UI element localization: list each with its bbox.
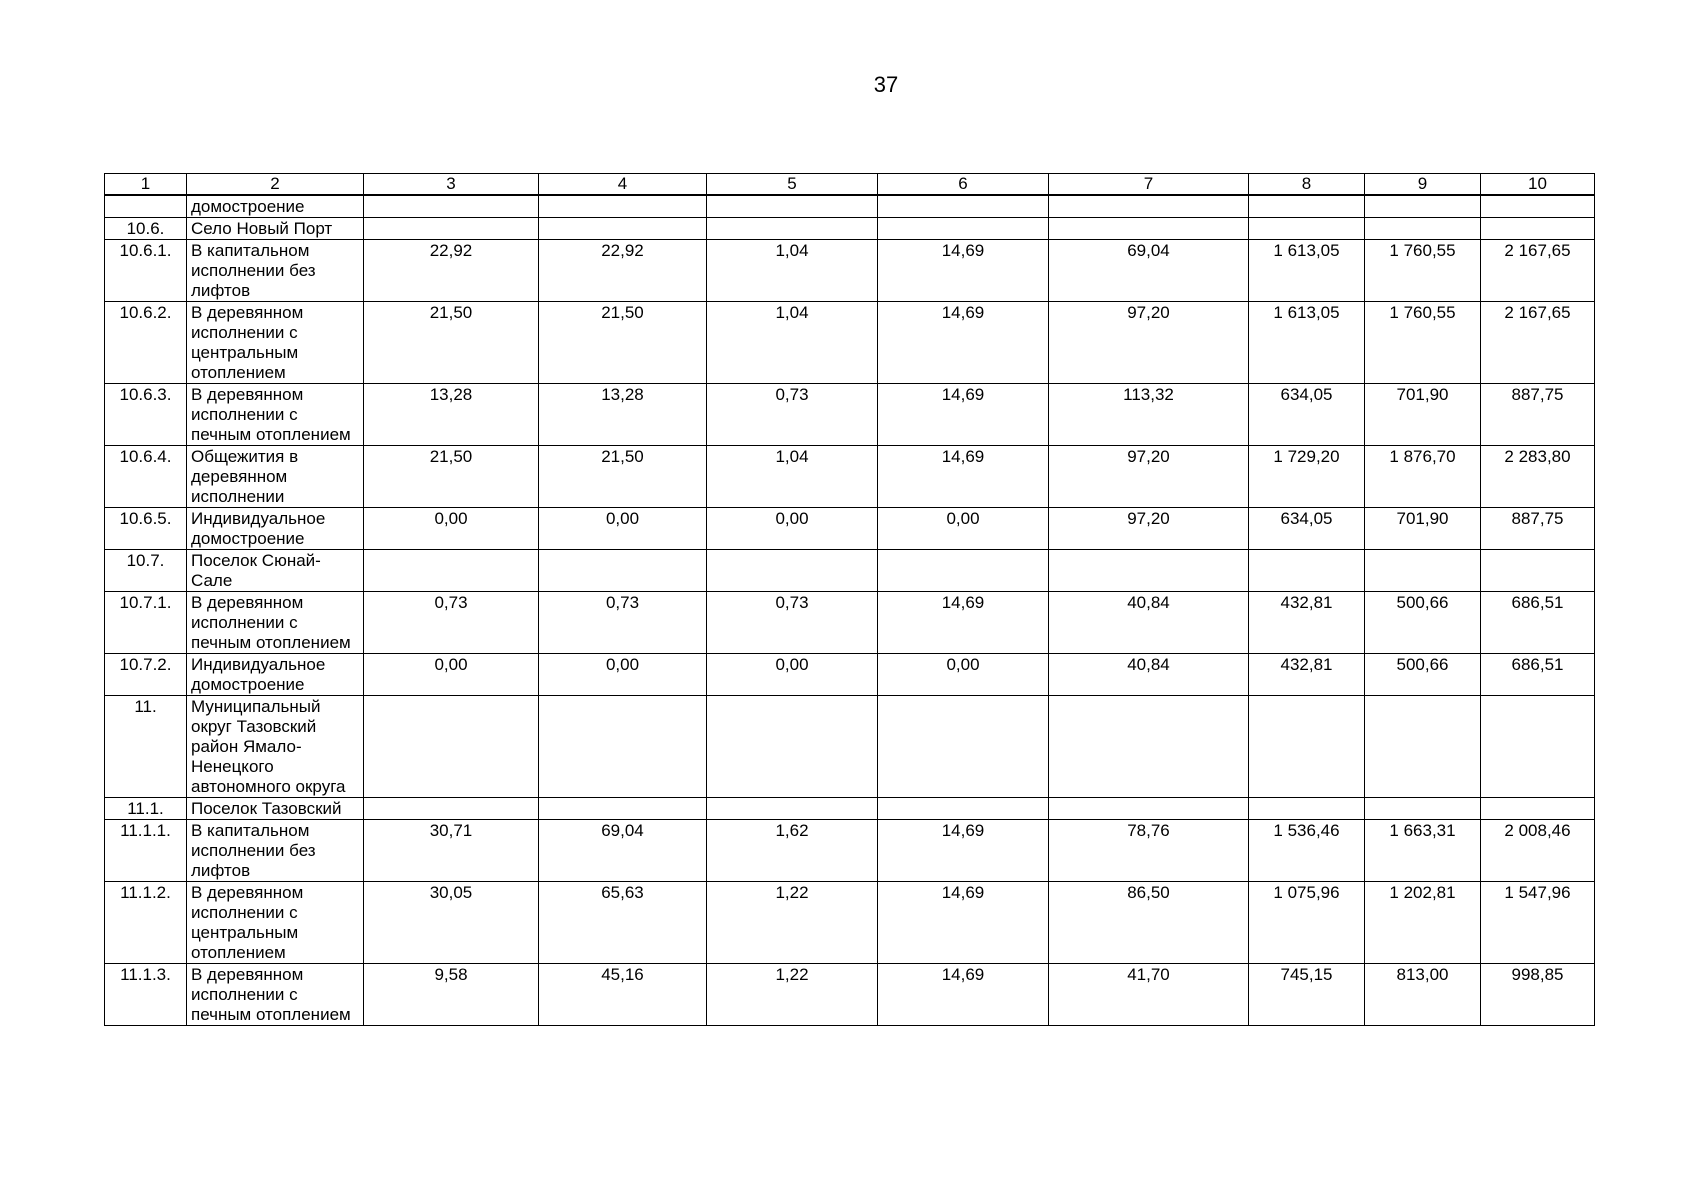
row-value-col-8: 1 729,20 bbox=[1249, 446, 1365, 508]
row-value-col-3 bbox=[364, 696, 539, 798]
row-value-col-8 bbox=[1249, 195, 1365, 218]
row-value-col-9 bbox=[1365, 696, 1481, 798]
row-value-col-7: 97,20 bbox=[1049, 302, 1249, 384]
row-value-col-9: 500,66 bbox=[1365, 592, 1481, 654]
row-value-col-4 bbox=[539, 550, 707, 592]
row-code: 10.6. bbox=[105, 218, 187, 240]
row-value-col-3 bbox=[364, 218, 539, 240]
row-value-col-9 bbox=[1365, 218, 1481, 240]
row-value-col-7: 41,70 bbox=[1049, 964, 1249, 1026]
table-row bbox=[105, 384, 1595, 446]
row-name: В капитальном исполнении без лифтов bbox=[187, 820, 364, 882]
row-value-col-10: 2 008,46 bbox=[1481, 820, 1595, 882]
row-value-col-6: 14,69 bbox=[878, 384, 1049, 446]
row-value-col-9: 1 760,55 bbox=[1365, 302, 1481, 384]
row-value-col-9: 1 876,70 bbox=[1365, 446, 1481, 508]
row-value-col-5 bbox=[707, 218, 878, 240]
row-value-col-3: 13,28 bbox=[364, 384, 539, 446]
row-value-col-5: 0,00 bbox=[707, 508, 878, 550]
row-name: Муниципальный округ Тазовский район Ямало-Ненецкого автономного округа bbox=[187, 696, 364, 798]
row-value-col-10 bbox=[1481, 195, 1595, 218]
table-row bbox=[105, 882, 1595, 964]
row-name: В деревянном исполнении с печным отоплением bbox=[187, 592, 364, 654]
row-name: Общежития в деревянном исполнении bbox=[187, 446, 364, 508]
row-value-col-7 bbox=[1049, 798, 1249, 820]
row-code: 10.6.2. bbox=[105, 302, 187, 384]
row-value-col-6 bbox=[878, 550, 1049, 592]
table-row bbox=[105, 240, 1595, 302]
row-value-col-9: 1 663,31 bbox=[1365, 820, 1481, 882]
row-value-col-10: 2 283,80 bbox=[1481, 446, 1595, 508]
row-value-col-3: 21,50 bbox=[364, 446, 539, 508]
row-value-col-6: 0,00 bbox=[878, 654, 1049, 696]
row-value-col-8: 432,81 bbox=[1249, 592, 1365, 654]
row-name: В капитальном исполнении без лифтов bbox=[187, 240, 364, 302]
row-value-col-7 bbox=[1049, 696, 1249, 798]
row-value-col-5 bbox=[707, 195, 878, 218]
row-name: Поселок Сюнай-Сале bbox=[187, 550, 364, 592]
row-value-col-7: 78,76 bbox=[1049, 820, 1249, 882]
row-value-col-7 bbox=[1049, 550, 1249, 592]
row-value-col-10: 887,75 bbox=[1481, 508, 1595, 550]
row-value-col-10: 2 167,65 bbox=[1481, 302, 1595, 384]
row-name: В деревянном исполнении с центральным отоплением bbox=[187, 882, 364, 964]
column-header-3: 3 bbox=[364, 174, 539, 196]
row-value-col-8 bbox=[1249, 696, 1365, 798]
row-code: 10.6.1. bbox=[105, 240, 187, 302]
row-value-col-9: 701,90 bbox=[1365, 384, 1481, 446]
row-value-col-4: 21,50 bbox=[539, 302, 707, 384]
row-name: домостроение bbox=[187, 195, 364, 218]
row-value-col-6: 14,69 bbox=[878, 882, 1049, 964]
row-value-col-5: 1,04 bbox=[707, 302, 878, 384]
row-value-col-7: 113,32 bbox=[1049, 384, 1249, 446]
row-value-col-10: 887,75 bbox=[1481, 384, 1595, 446]
table-row bbox=[105, 820, 1595, 882]
row-value-col-4: 45,16 bbox=[539, 964, 707, 1026]
row-code: 11.1.3. bbox=[105, 964, 187, 1026]
page-number: 37 bbox=[873, 72, 899, 97]
row-value-col-7 bbox=[1049, 218, 1249, 240]
row-value-col-4 bbox=[539, 696, 707, 798]
row-value-col-10: 686,51 bbox=[1481, 654, 1595, 696]
row-value-col-10: 1 547,96 bbox=[1481, 882, 1595, 964]
table-row bbox=[105, 798, 1595, 820]
row-value-col-10 bbox=[1481, 550, 1595, 592]
row-value-col-6 bbox=[878, 195, 1049, 218]
row-code: 10.7. bbox=[105, 550, 187, 592]
row-value-col-5: 1,04 bbox=[707, 240, 878, 302]
column-header-10: 10 bbox=[1481, 174, 1595, 196]
row-value-col-4 bbox=[539, 218, 707, 240]
row-value-col-10: 998,85 bbox=[1481, 964, 1595, 1026]
table-row bbox=[105, 218, 1595, 240]
row-value-col-9: 813,00 bbox=[1365, 964, 1481, 1026]
row-value-col-4 bbox=[539, 798, 707, 820]
row-value-col-10 bbox=[1481, 218, 1595, 240]
row-value-col-8: 1 075,96 bbox=[1249, 882, 1365, 964]
row-value-col-5 bbox=[707, 550, 878, 592]
row-value-col-9: 1 202,81 bbox=[1365, 882, 1481, 964]
row-code: 10.6.4. bbox=[105, 446, 187, 508]
row-value-col-5: 0,73 bbox=[707, 384, 878, 446]
row-value-col-10 bbox=[1481, 696, 1595, 798]
row-value-col-8: 634,05 bbox=[1249, 508, 1365, 550]
row-value-col-5: 1,22 bbox=[707, 882, 878, 964]
row-value-col-5: 1,04 bbox=[707, 446, 878, 508]
row-value-col-4: 21,50 bbox=[539, 446, 707, 508]
row-value-col-4 bbox=[539, 195, 707, 218]
row-code: 10.7.1. bbox=[105, 592, 187, 654]
row-value-col-9: 1 760,55 bbox=[1365, 240, 1481, 302]
row-value-col-8: 432,81 bbox=[1249, 654, 1365, 696]
row-value-col-8 bbox=[1249, 798, 1365, 820]
row-name: Село Новый Порт bbox=[187, 218, 364, 240]
row-value-col-5: 1,22 bbox=[707, 964, 878, 1026]
row-name: Индивидуальное домостроение bbox=[187, 508, 364, 550]
row-value-col-6: 14,69 bbox=[878, 446, 1049, 508]
row-code: 11. bbox=[105, 696, 187, 798]
row-value-col-5: 0,00 bbox=[707, 654, 878, 696]
row-value-col-9 bbox=[1365, 798, 1481, 820]
column-header-8: 8 bbox=[1249, 174, 1365, 196]
row-value-col-6 bbox=[878, 798, 1049, 820]
row-value-col-3: 30,05 bbox=[364, 882, 539, 964]
row-value-col-8 bbox=[1249, 550, 1365, 592]
row-value-col-7: 69,04 bbox=[1049, 240, 1249, 302]
row-code: 11.1. bbox=[105, 798, 187, 820]
row-code: 10.7.2. bbox=[105, 654, 187, 696]
table-row bbox=[105, 508, 1595, 550]
row-code: 10.6.3. bbox=[105, 384, 187, 446]
row-value-col-7: 86,50 bbox=[1049, 882, 1249, 964]
row-code bbox=[105, 195, 187, 218]
row-code: 11.1.2. bbox=[105, 882, 187, 964]
tariff-table bbox=[104, 173, 1595, 1026]
row-value-col-3: 30,71 bbox=[364, 820, 539, 882]
table-body bbox=[105, 195, 1595, 1026]
table-row bbox=[105, 592, 1595, 654]
row-value-col-5 bbox=[707, 696, 878, 798]
column-header-5: 5 bbox=[707, 174, 878, 196]
row-value-col-3: 0,00 bbox=[364, 654, 539, 696]
row-value-col-5: 0,73 bbox=[707, 592, 878, 654]
row-value-col-5 bbox=[707, 798, 878, 820]
row-value-col-8: 1 536,46 bbox=[1249, 820, 1365, 882]
row-value-col-6: 0,00 bbox=[878, 508, 1049, 550]
row-value-col-7: 97,20 bbox=[1049, 446, 1249, 508]
row-name: В деревянном исполнении с печным отоплением bbox=[187, 964, 364, 1026]
row-value-col-10: 686,51 bbox=[1481, 592, 1595, 654]
column-header-6: 6 bbox=[878, 174, 1049, 196]
table-row bbox=[105, 195, 1595, 218]
row-value-col-3 bbox=[364, 798, 539, 820]
row-value-col-10 bbox=[1481, 798, 1595, 820]
table-row bbox=[105, 446, 1595, 508]
row-value-col-6: 14,69 bbox=[878, 240, 1049, 302]
row-value-col-6 bbox=[878, 696, 1049, 798]
row-name: В деревянном исполнении с центральным отоплением bbox=[187, 302, 364, 384]
row-name: Индивидуальное домостроение bbox=[187, 654, 364, 696]
row-value-col-8: 745,15 bbox=[1249, 964, 1365, 1026]
row-value-col-10: 2 167,65 bbox=[1481, 240, 1595, 302]
row-value-col-6: 14,69 bbox=[878, 964, 1049, 1026]
row-value-col-3: 0,73 bbox=[364, 592, 539, 654]
row-value-col-9 bbox=[1365, 550, 1481, 592]
row-name: Поселок Тазовский bbox=[187, 798, 364, 820]
row-value-col-7: 40,84 bbox=[1049, 654, 1249, 696]
row-value-col-7 bbox=[1049, 195, 1249, 218]
row-value-col-4: 65,63 bbox=[539, 882, 707, 964]
table-row bbox=[105, 654, 1595, 696]
table-row bbox=[105, 964, 1595, 1026]
row-value-col-3 bbox=[364, 195, 539, 218]
row-value-col-6: 14,69 bbox=[878, 820, 1049, 882]
table-row bbox=[105, 550, 1595, 592]
row-value-col-6: 14,69 bbox=[878, 302, 1049, 384]
row-value-col-4: 69,04 bbox=[539, 820, 707, 882]
table-row bbox=[105, 696, 1595, 798]
row-value-col-9: 500,66 bbox=[1365, 654, 1481, 696]
column-header-9: 9 bbox=[1365, 174, 1481, 196]
row-value-col-5: 1,62 bbox=[707, 820, 878, 882]
row-code: 10.6.5. bbox=[105, 508, 187, 550]
row-value-col-9 bbox=[1365, 195, 1481, 218]
row-value-col-3: 22,92 bbox=[364, 240, 539, 302]
row-value-col-9: 701,90 bbox=[1365, 508, 1481, 550]
row-value-col-3 bbox=[364, 550, 539, 592]
row-name: В деревянном исполнении с печным отоплением bbox=[187, 384, 364, 446]
row-value-col-8 bbox=[1249, 218, 1365, 240]
row-value-col-3: 21,50 bbox=[364, 302, 539, 384]
row-value-col-4: 0,00 bbox=[539, 654, 707, 696]
row-value-col-8: 1 613,05 bbox=[1249, 240, 1365, 302]
row-code: 11.1.1. bbox=[105, 820, 187, 882]
row-value-col-7: 40,84 bbox=[1049, 592, 1249, 654]
column-header-4: 4 bbox=[539, 174, 707, 196]
row-value-col-4: 0,73 bbox=[539, 592, 707, 654]
row-value-col-3: 0,00 bbox=[364, 508, 539, 550]
row-value-col-6 bbox=[878, 218, 1049, 240]
row-value-col-3: 9,58 bbox=[364, 964, 539, 1026]
row-value-col-4: 0,00 bbox=[539, 508, 707, 550]
column-header-2: 2 bbox=[187, 174, 364, 196]
row-value-col-8: 1 613,05 bbox=[1249, 302, 1365, 384]
column-header-1: 1 bbox=[105, 174, 187, 196]
row-value-col-4: 22,92 bbox=[539, 240, 707, 302]
row-value-col-7: 97,20 bbox=[1049, 508, 1249, 550]
row-value-col-6: 14,69 bbox=[878, 592, 1049, 654]
row-value-col-8: 634,05 bbox=[1249, 384, 1365, 446]
table-row bbox=[105, 302, 1595, 384]
column-number-row bbox=[105, 174, 1595, 196]
row-value-col-4: 13,28 bbox=[539, 384, 707, 446]
column-header-7: 7 bbox=[1049, 174, 1249, 196]
